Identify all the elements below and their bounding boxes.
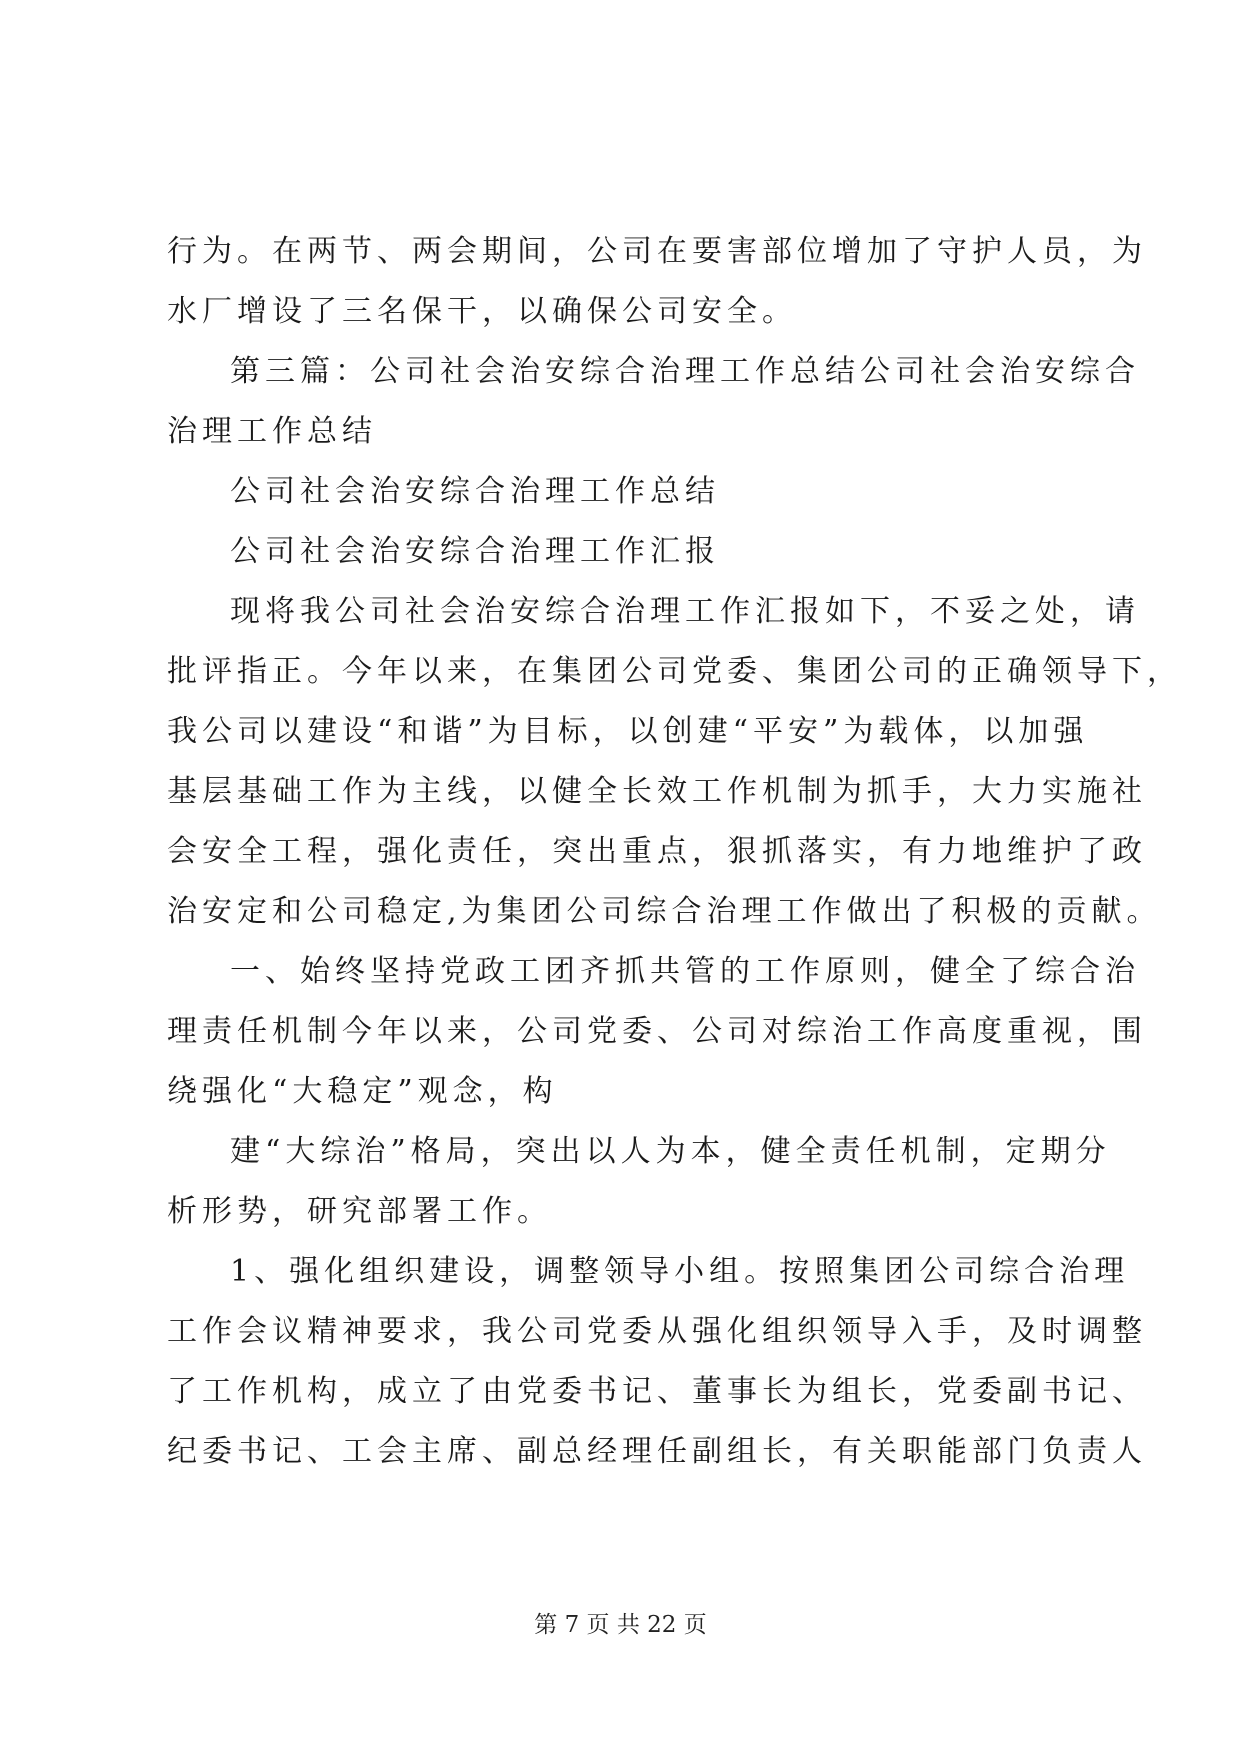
text-line: 会安全工程，强化责任，突出重点，狠抓落实，有力地维护了政 (167, 834, 1147, 869)
text-line: 基层基础工作为主线，以健全长效工作机制为抓手，大力实施社 (167, 774, 1147, 809)
text-line: 批评指正。今年以来，在集团公司党委、集团公司的正确领导下， (167, 654, 1182, 689)
text-line: 绕强化“大稳定”观念，构 (167, 1074, 558, 1109)
text-line: 建“大综治”格局，突出以人为本，健全责任机制，定期分 (230, 1134, 1111, 1169)
text-line: 理责任机制今年以来，公司党委、公司对综治工作高度重视，围 (167, 1014, 1147, 1049)
text-line: 一、始终坚持党政工团齐抓共管的工作原则，健全了综合治 (230, 954, 1140, 989)
text-line: 1、强化组织建设，调整领导小组。按照集团公司综合治理 (230, 1254, 1130, 1289)
text-line: 纪委书记、工会主席、副总经理任副组长，有关职能部门负责人 (167, 1434, 1147, 1469)
text-line: 析形势，研究部署工作。 (167, 1194, 552, 1229)
page-number: 第 7 页 共 22 页 (534, 1612, 707, 1638)
section-heading-continued: 治理工作总结 (167, 414, 377, 449)
text-line: 行为。在两节、两会期间，公司在要害部位增加了守护人员，为 (167, 234, 1147, 269)
text-line: 水厂增设了三名保干，以确保公司安全。 (167, 294, 797, 329)
text-line: 了工作机构，成立了由党委书记、董事长为组长，党委副书记、 (167, 1374, 1147, 1409)
text-line: 我公司以建设“和谐”为目标，以创建“平安”为载体，以加强 (167, 714, 1089, 749)
text-line: 现将我公司社会治安综合治理工作汇报如下，不妥之处，请 (230, 594, 1140, 629)
text-line: 治安定和公司稳定,为集团公司综合治理工作做出了积极的贡献。 (167, 894, 1162, 929)
subtitle: 公司社会治安综合治理工作总结 (230, 474, 720, 509)
subtitle: 公司社会治安综合治理工作汇报 (230, 534, 720, 569)
section-heading: 第三篇：公司社会治安综合治理工作总结公司社会治安综合 (230, 354, 1140, 389)
text-line: 工作会议精神要求，我公司党委从强化组织领导入手，及时调整 (167, 1314, 1147, 1349)
